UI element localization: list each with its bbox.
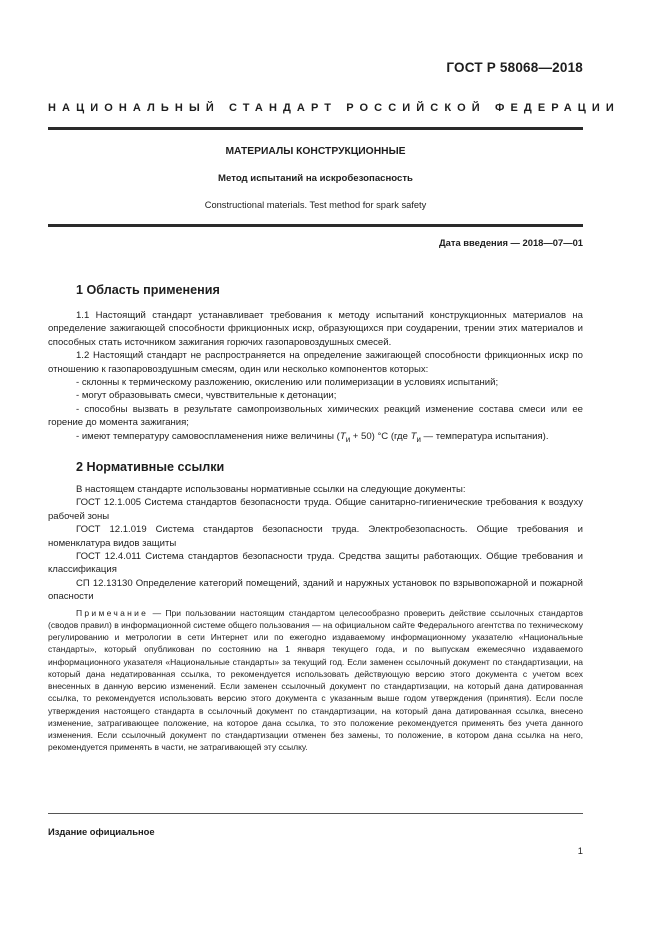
list-item: - склонны к термическому разложению, окислению или полимеризации в условиях испытаний; xyxy=(76,377,499,389)
references-intro: В настоящем стандарте использованы нормативные ссылки на следующие документы: xyxy=(76,483,466,495)
document-subtitle: Метод испытаний на искробезопасность xyxy=(218,173,413,184)
introduction-date: Дата введения — 2018—07—01 xyxy=(438,237,583,248)
paragraph-1-2: 1.2 Настоящий стандарт не распространяется на определение зажигающей способности фрикционных искр по отношению к газопаровоздушным смесям, один или несколько компонентов которых: xyxy=(48,350,583,375)
reference-item: ГОСТ 12.1.005 Система стандартов безопасности труда. Общие санитарно-гигиенические требования к воздуху рабочей зоны xyxy=(48,497,583,522)
list-item: - могут образовывать смеси, чувствительные к детонации; xyxy=(76,390,337,402)
document-body xyxy=(48,280,583,754)
section-heading-normative-references: 2 Нормативные ссылки xyxy=(76,459,225,474)
document-title-english: Constructional materials. Test method for spark safety xyxy=(204,200,427,210)
reference-item: СП 12.13130 Определение категорий помещений, зданий и наружных установок по взрывопожарной и пожарной опасности xyxy=(48,577,583,603)
note-label: Примечание xyxy=(76,607,149,618)
list-item-temperature: - имеют температуру самовоспламенения ниже величины $(T_и + 50)$ °С (где $T_и$ — температура испытания). xyxy=(76,430,549,444)
reference-item: ГОСТ 12.4.011 Система стандартов безопасности труда. Средства защиты работающих. Общие требования и классификация xyxy=(48,551,583,576)
reference-item: ГОСТ 12.1.019 Система стандартов безопасности труда. Электробезопасность. Общие требования и номенклатура видов защиты xyxy=(48,524,583,549)
document-title: МАТЕРИАЛЫ КОНСТРУКЦИОННЫЕ xyxy=(225,146,406,157)
note xyxy=(48,607,583,754)
edition-label: Издание официальное xyxy=(48,826,155,837)
top-divider xyxy=(48,127,583,130)
note-text: — При пользовании настоящим стандартом целесообразно проверить действие ссылочных стандартов (сводов правил) в информационной системе общего пользования — на официальном сайте Федерального агентства по техническому регулированию и метрологии в сети Интернет или по ежегодно издаваемому информационному указателю «Национальные стандарты», который опубликован по состоянию на 1 января текущего года, и по выпускам ежемесячно издаваемого информационного указателя «Национальные стандарты» за текущий год. Если заменен ссылочный документ по стандартизации, на который дана недатированная ссылка, то рекомендуется использовать действующую версию этого документа с учетом всех внесенных в данную версию изменений. Если заменен ссылочный документ по стандартизации, на который дана датированная ссылка, то рекомендуется использовать версию этого документа с указанным выше годом утверждения (принятия). Если после утверждения настоящего стандарта в ссылочный документ по стандартизации, на который дана датированная ссылка, внесено изменение, затрагивающее положение, на которое дана ссылка, то это положение рекомендуется применять без учета данного изменения. Если ссылочный документ по стандартизации отменен без замены, то положение, в котором дана ссылка на него, рекомендуется применять в части, не затрагивающей эту ссылку. xyxy=(48,607,583,753)
document-code: ГОСТ Р 58068—2018 xyxy=(446,60,583,75)
footer-divider xyxy=(48,813,583,814)
national-standard-title: НАЦИОНАЛЬНЫЙ СТАНДАРТ РОССИЙСКОЙ ФЕДЕРАЦИИ xyxy=(48,102,620,114)
list-item: - способны вызвать в результате самопроизвольных химических реакций изменение состава смеси или ее горение до момента зажигания; xyxy=(48,403,583,429)
section-heading-scope: 1 Область применения xyxy=(76,283,220,297)
paragraph-1-1: 1.1 Настоящий стандарт устанавливает требования к методу испытаний конструкционных материалов на определение зажигающей способности фрикционных искр, образующихся при соударении, трении этих материалов и способных стать источником зажигания горючих газопаровоздушных смесей. xyxy=(48,310,583,348)
page-number: 1 xyxy=(577,845,583,856)
bottom-divider xyxy=(48,224,583,227)
